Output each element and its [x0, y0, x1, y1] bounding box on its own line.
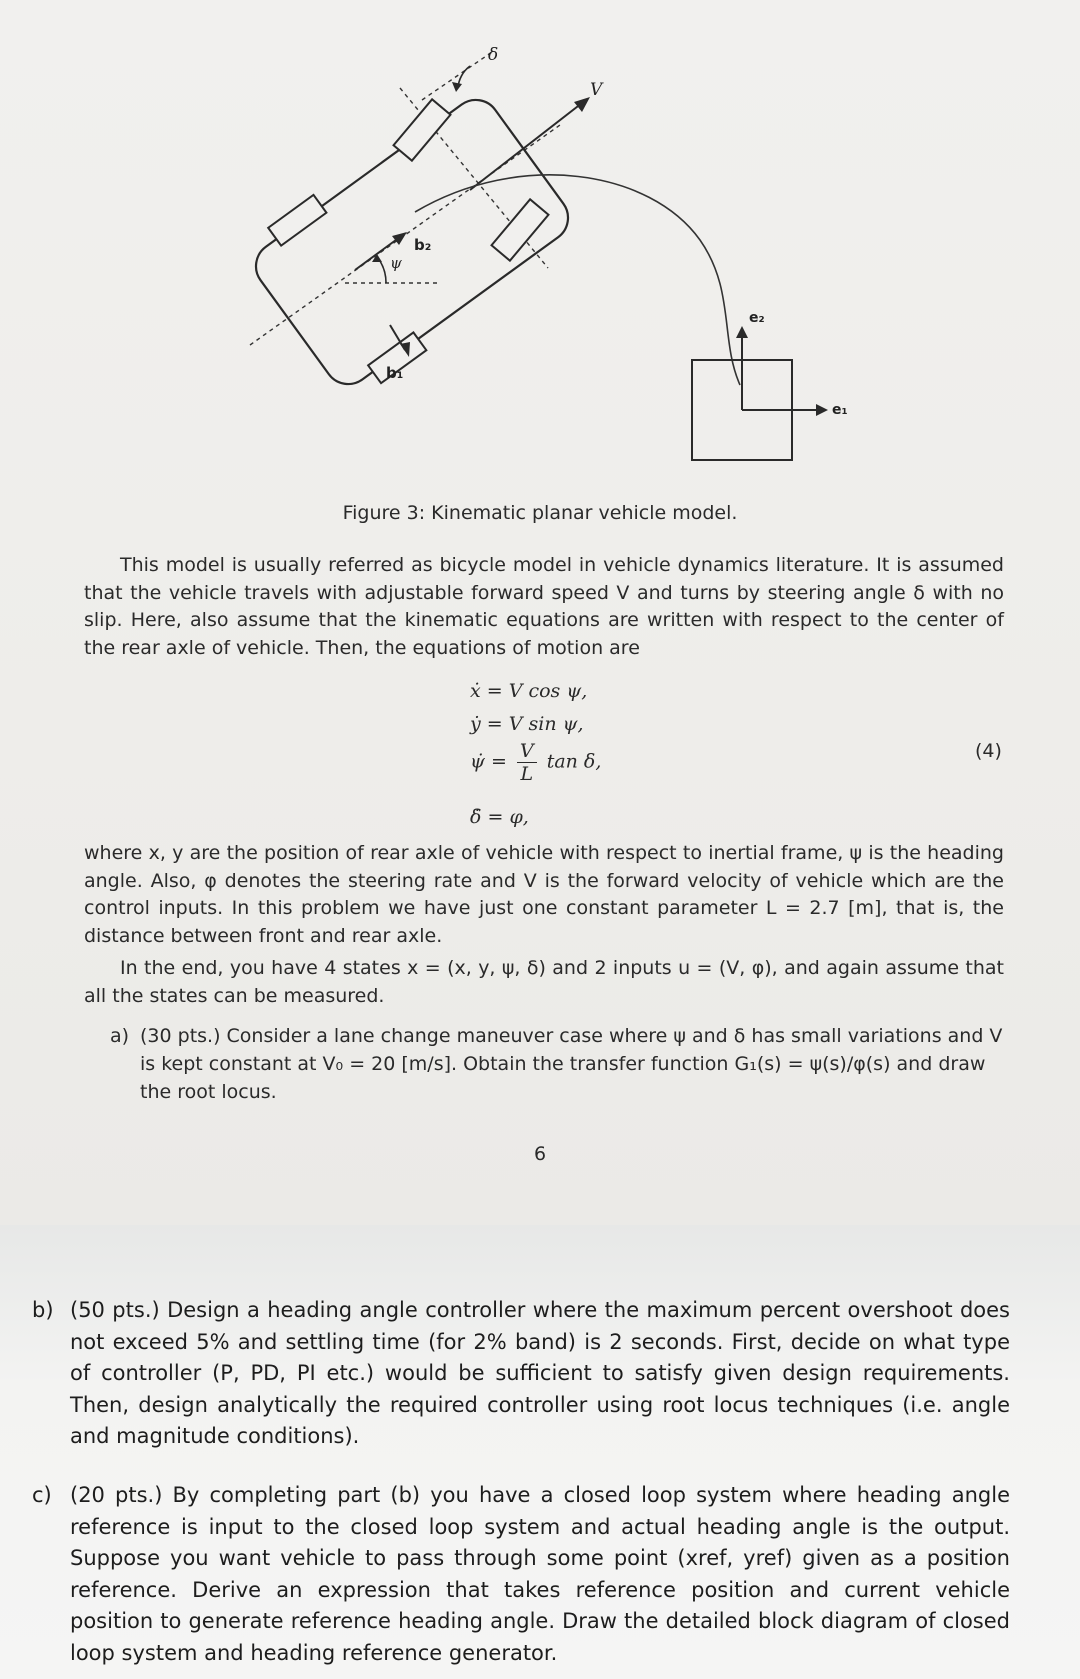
part-b-label: b) — [32, 1298, 54, 1322]
variables-paragraph: where x, y are the position of rear axle of vehicle with respect to inertial frame, ψ is the heading angle. Also, φ denotes the steering rate and V is the forward velocity of vehicle which are the control inputs. In this problem we have just one constant parameter L = 2.7 [m], that is, the distance between front and rear axle. — [84, 842, 1004, 947]
part-c-label: c) — [32, 1483, 52, 1507]
b1-label: b₁ — [386, 364, 404, 382]
steer-axis-line — [422, 52, 492, 100]
part-c-text: (20 pts.) By completing part (b) you have a closed loop system where heading angle reference is input to the closed loop system and actual heading angle is the output. Suppose you want vehicle to pass through some point (xref, yref) given as a position reference. Derive an expression that takes reference position and current vehicle position to generate reference heading angle. Draw the detailed block diagram of closed loop system and heading reference generator. — [70, 1483, 1010, 1665]
e2-arrow — [736, 326, 748, 338]
front-left-wheel — [394, 99, 451, 160]
rear-left-wheel — [268, 195, 326, 246]
e2-label: e₂ — [749, 310, 765, 326]
states-paragraph: In the end, you have 4 states x = (x, y, ψ, δ) and 2 inputs u = (V, φ), and again assume that all the states can be measured. — [84, 957, 1004, 1007]
figure-caption: Figure 3: Kinematic planar vehicle model. — [342, 502, 738, 524]
page-number: 6 — [533, 1143, 547, 1165]
vehicle-model-figure — [0, 0, 1080, 490]
fraction-denominator: L — [520, 763, 534, 785]
equation-x-dot: ẋ = V cos ψ, — [470, 680, 588, 702]
velocity-label: V — [590, 80, 603, 100]
equation-psi-dot-lhs: ψ̇ = — [470, 750, 507, 773]
b2-label: b₂ — [414, 236, 432, 254]
trajectory-path — [415, 175, 740, 385]
equation-psi-dot-rhs: tan δ, — [546, 750, 602, 773]
intro-paragraph: This model is usually referred as bicycle model in vehicle dynamics literature. It is assumed that the vehicle travels with adjustable forward speed V and turns by steering angle δ with no slip. Here, also assume that the kinematic equations are written with respect to the center of the rear axle of vehicle. Then, the equations of motion are — [84, 554, 1004, 659]
equation-delta-dot: δ̇ = φ, — [470, 806, 529, 828]
fraction-numerator: V — [517, 740, 537, 763]
equation-number: (4) — [975, 740, 1002, 762]
equation-psi-dot — [470, 740, 601, 785]
part-b-text: (50 pts.) Design a heading angle controller where the maximum percent overshoot does not exceed 5% and settling time (for 2% band) is 2 seconds. First, decide on what type of controller (P, PD, PI etc.) would be sufficient to satisfy given design requirements. Then, design analytically the required controller using root locus techniques (i.e. angle and magnitude conditions). — [70, 1298, 1010, 1448]
velocity-arrow — [470, 103, 582, 190]
part-a-text: (30 pts.) Consider a lane change maneuver case where ψ and δ has small variations and V is kept constant at V₀ = 20 [m/s]. Obtain the transfer function G₁(s) = ψ(s)/φ(s) and draw the root locus. — [140, 1025, 1003, 1103]
psi-label: ψ — [390, 254, 402, 272]
question-part-b — [32, 1295, 1010, 1453]
delta-label: δ — [488, 45, 499, 65]
equation-y-dot: ẏ = V sin ψ, — [470, 713, 584, 735]
question-part-a — [110, 1022, 1006, 1106]
question-part-c — [32, 1480, 1010, 1669]
part-a-label: a) — [110, 1025, 130, 1047]
e1-arrow — [816, 404, 828, 416]
e1-label: e₁ — [832, 402, 848, 418]
equation-psi-dot-fraction — [517, 740, 537, 785]
